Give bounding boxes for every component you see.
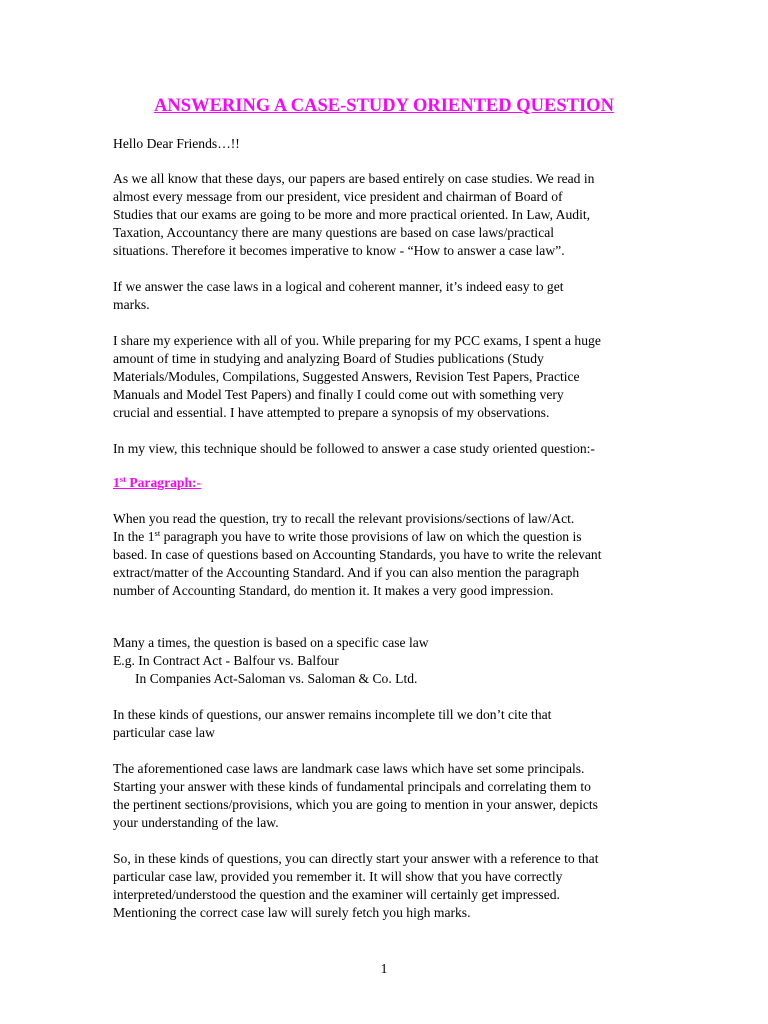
text-line: Materials/Modules, Compilations, Suggested Answers, Revision Test Papers, Practice bbox=[113, 369, 580, 384]
paragraph-logical-answer bbox=[113, 278, 673, 314]
text-line: Starting your answer with these kinds of fundamental principals and correlating them to bbox=[113, 779, 591, 794]
page-title: ANSWERING A CASE-STUDY ORIENTED QUESTION bbox=[154, 96, 614, 116]
text-line-with-superscript bbox=[113, 528, 673, 546]
text-line: E.g. In Contract Act - Balfour vs. Balfour bbox=[113, 653, 339, 668]
text-line: the pertinent sections/provisions, which you are going to mention in your answer, depicts bbox=[113, 797, 598, 812]
paragraph-provisions bbox=[113, 510, 673, 600]
text-line: As we all know that these days, our papers are based entirely on case studies. We read in bbox=[113, 171, 595, 186]
paragraph-case-examples bbox=[113, 634, 673, 688]
text-line: based. In case of questions based on Accounting Standards, you have to write the relevant bbox=[113, 547, 602, 562]
page-number: 1 bbox=[380, 961, 388, 976]
text-line: situations. Therefore it becomes imperative to know - “How to answer a case law”. bbox=[113, 243, 565, 258]
text-line-indented: In Companies Act-Saloman vs. Saloman & Co. Ltd. bbox=[135, 671, 418, 686]
text-line: crucial and essential. I have attempted to prepare a synopsis of my observations. bbox=[113, 405, 550, 420]
text-line: Mentioning the correct case law will surely fetch you high marks. bbox=[113, 905, 471, 920]
paragraph-direct-start bbox=[113, 850, 673, 922]
paragraph-landmark-cases bbox=[113, 760, 673, 832]
text-line: extract/matter of the Accounting Standard. And if you can also mention the paragraph bbox=[113, 565, 580, 580]
paragraph-experience bbox=[113, 332, 673, 422]
text-line: Many a times, the question is based on a specific case law bbox=[113, 635, 429, 650]
paragraph-incomplete-answer bbox=[113, 706, 673, 742]
text-line: Manuals and Model Test Papers) and finally I could come out with something very bbox=[113, 387, 564, 402]
text-line: So, in these kinds of questions, you can directly start your answer with a reference to that bbox=[113, 851, 599, 866]
paragraph-technique bbox=[113, 440, 673, 458]
text-fragment: In the 1 bbox=[113, 529, 155, 544]
text-line: Studies that our exams are going to be more and more practical oriented. In Law, Audit, bbox=[113, 207, 591, 222]
greeting bbox=[113, 135, 673, 153]
heading-text: Paragraph:- bbox=[125, 475, 202, 490]
heading-superscript: st bbox=[119, 474, 126, 484]
text-line: number of Accounting Standard, do mention it. It makes a very good impression. bbox=[113, 583, 554, 598]
text-line: almost every message from our president, vice president and chairman of Board of bbox=[113, 189, 563, 204]
greeting-text: Hello Dear Friends…!! bbox=[113, 136, 240, 151]
text-fragment: paragraph you have to write those provisions of law on which the question is bbox=[160, 529, 582, 544]
text-line: particular case law, provided you remember it. It will show that you have correctly bbox=[113, 869, 563, 884]
section-heading-first-paragraph bbox=[113, 474, 201, 492]
text-line: amount of time in studying and analyzing Board of Studies publications (Study bbox=[113, 351, 544, 366]
superscript: st bbox=[154, 528, 161, 538]
text-line: marks. bbox=[113, 297, 150, 312]
text-line: The aforementioned case laws are landmark case laws which have set some principals. bbox=[113, 761, 585, 776]
text-line: If we answer the case laws in a logical and coherent manner, it’s indeed easy to get bbox=[113, 279, 564, 294]
heading-number: 1 bbox=[113, 475, 120, 490]
text-line: particular case law bbox=[113, 725, 215, 740]
text-line: interpreted/understood the question and the examiner will certainly get impressed. bbox=[113, 887, 560, 902]
text-line: your understanding of the law. bbox=[113, 815, 279, 830]
text-line: In these kinds of questions, our answer remains incomplete till we don’t cite that bbox=[113, 707, 552, 722]
text-line: When you read the question, try to recall the relevant provisions/sections of law/Act. bbox=[113, 511, 575, 526]
paragraph-intro bbox=[113, 170, 673, 260]
text-line: Taxation, Accountancy there are many questions are based on case laws/practical bbox=[113, 225, 555, 240]
text-line: In my view, this technique should be followed to answer a case study oriented question:- bbox=[113, 441, 595, 456]
text-line: I share my experience with all of you. While preparing for my PCC exams, I spent a huge bbox=[113, 333, 601, 348]
